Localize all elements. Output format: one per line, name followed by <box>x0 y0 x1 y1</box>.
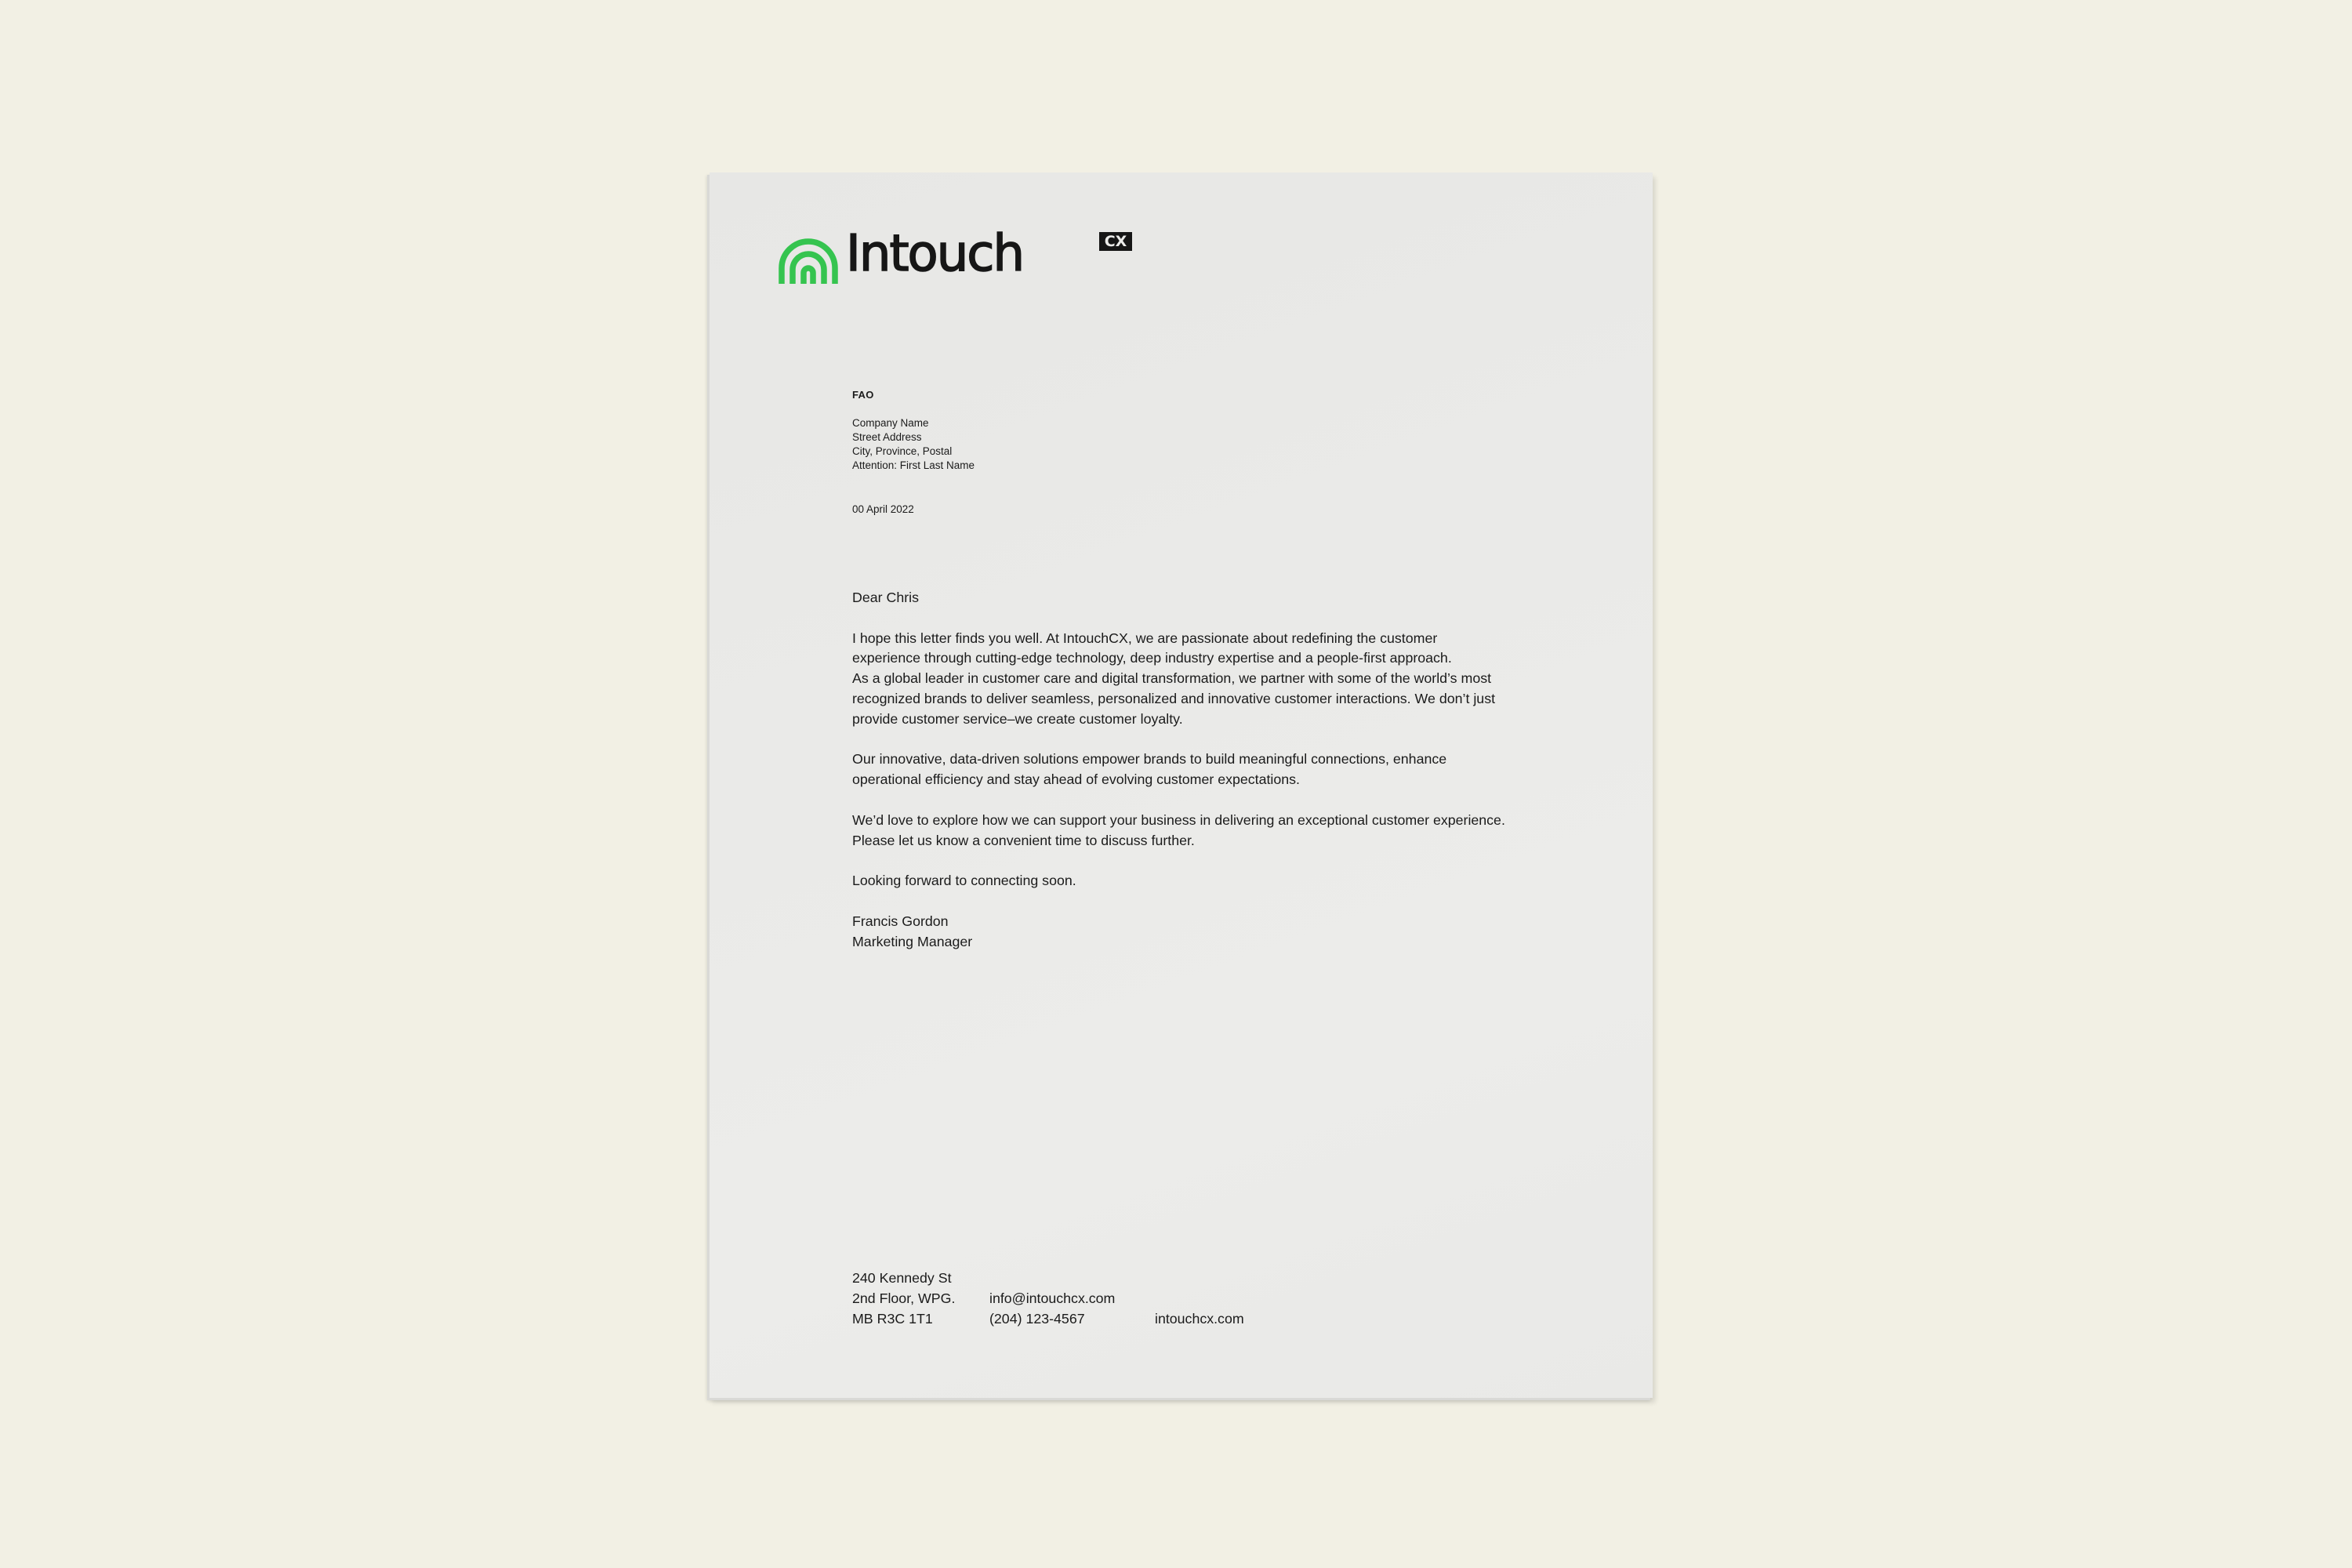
recipient-address <box>852 416 975 473</box>
signer-name: Francis Gordon <box>852 913 949 929</box>
arch-m-icon <box>779 238 838 284</box>
paragraph-solutions <box>852 750 1605 790</box>
fao-heading: FAO <box>852 389 874 401</box>
signature-block <box>852 912 1605 953</box>
paragraph-request <box>852 811 1605 851</box>
footer-website: intouchcx.com <box>1155 1310 1244 1327</box>
recipient-line: City, Province, Postal <box>852 445 953 457</box>
letter-date: 00 April 2022 <box>852 503 914 515</box>
text-line: operational efficiency and stay ahead of evolving customer expectations. <box>852 771 1300 788</box>
paragraph-intro <box>852 629 1605 730</box>
footer-web <box>1155 1269 1244 1329</box>
footer-address-line: MB R3C 1T1 <box>852 1310 933 1327</box>
footer-contact <box>989 1269 1115 1329</box>
text-line: experience through cutting-edge technology, deep industry expertise and a people-first approach. <box>852 650 1452 666</box>
letter-paper <box>710 172 1653 1398</box>
footer-address <box>852 1269 955 1329</box>
footer-phone: (204) 123-4567 <box>989 1310 1085 1327</box>
recipient-line: Company Name <box>852 417 929 429</box>
closing-line: Looking forward to connecting soon. <box>852 873 1076 889</box>
signer-title: Marketing Manager <box>852 933 973 949</box>
text-line: provide customer service–we create customer loyalty. <box>852 710 1183 727</box>
footer-email: info@intouchcx.com <box>989 1290 1116 1306</box>
text-line: As a global leader in customer care and digital transformation, we partner with some of the world’s most <box>852 670 1492 687</box>
text-line: recognized brands to deliver seamless, personalized and innovative customer interactions. We don’t just <box>852 690 1496 706</box>
greeting: Dear Chris <box>852 590 919 605</box>
text-line: Our innovative, data-driven solutions empower brands to build meaningful connections, enhance <box>852 751 1447 768</box>
letter-body <box>852 588 1605 972</box>
footer-address-line: 240 Kennedy St <box>852 1270 952 1286</box>
recipient-line: Street Address <box>852 431 922 443</box>
footer-address-line: 2nd Floor, WPG. <box>852 1290 956 1306</box>
text-line: Please let us know a convenient time to discuss further. <box>852 832 1195 848</box>
recipient-line: Attention: First Last Name <box>852 459 975 471</box>
logo-wordmark: Intouch <box>846 225 1023 283</box>
logo-cx-badge: CX <box>1099 232 1132 251</box>
text-line: We’d love to explore how we can support your business in delivering an exceptional customer experience. <box>852 811 1505 828</box>
text-line: I hope this letter finds you well. At IntouchCX, we are passionate about redefining the customer <box>852 630 1438 646</box>
